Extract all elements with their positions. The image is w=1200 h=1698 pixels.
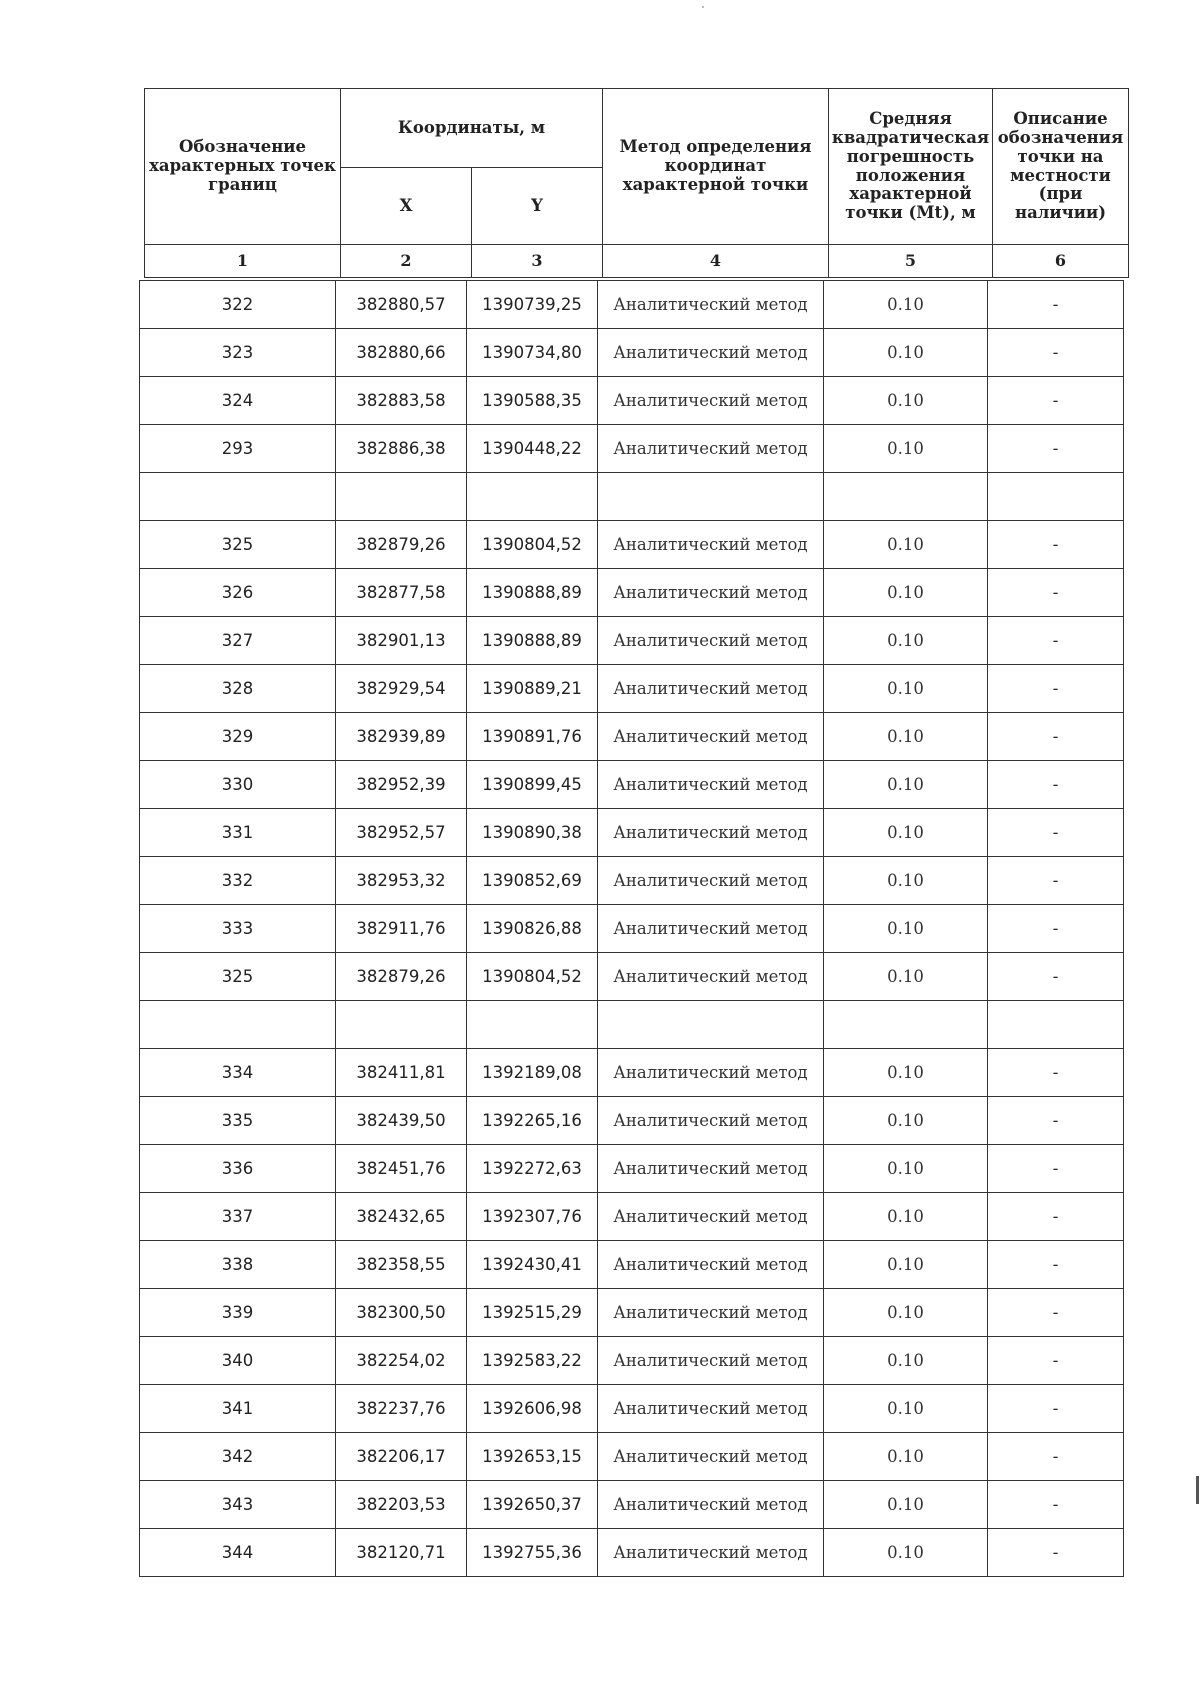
x-coordinate-cell: 382883,58: [336, 377, 467, 425]
table-row: [140, 1049, 1124, 1097]
y-coordinate-cell: [467, 1001, 598, 1049]
description-cell: -: [988, 1481, 1124, 1529]
method-cell: Аналитический метод: [598, 521, 824, 569]
point-number-cell: 329: [140, 713, 336, 761]
point-number-cell: 336: [140, 1145, 336, 1193]
description-cell: [988, 473, 1124, 521]
y-coordinate-cell: 1392265,16: [467, 1097, 598, 1145]
error-cell: 0.10: [824, 1097, 988, 1145]
error-cell: 0.10: [824, 425, 988, 473]
table-row: [140, 761, 1124, 809]
header-y: Y: [472, 168, 603, 245]
y-coordinate-cell: 1390852,69: [467, 857, 598, 905]
method-cell: Аналитический метод: [598, 809, 824, 857]
table-row: [140, 857, 1124, 905]
error-cell: 0.10: [824, 377, 988, 425]
description-cell: -: [988, 377, 1124, 425]
method-cell: [598, 473, 824, 521]
description-cell: -: [988, 857, 1124, 905]
table-row: [140, 905, 1124, 953]
table-row: [140, 281, 1124, 329]
description-cell: -: [988, 569, 1124, 617]
method-cell: Аналитический метод: [598, 1049, 824, 1097]
method-cell: Аналитический метод: [598, 1097, 824, 1145]
description-cell: -: [988, 905, 1124, 953]
scan-speck: [702, 6, 704, 8]
error-cell: 0.10: [824, 905, 988, 953]
method-cell: Аналитический метод: [598, 1145, 824, 1193]
table-row: [140, 425, 1124, 473]
x-coordinate-cell: 382880,57: [336, 281, 467, 329]
point-number-cell: 325: [140, 953, 336, 1001]
point-number-cell: 342: [140, 1433, 336, 1481]
y-coordinate-cell: 1390891,76: [467, 713, 598, 761]
point-number-cell: 339: [140, 1289, 336, 1337]
point-number-cell: 341: [140, 1385, 336, 1433]
column-number: 6: [993, 245, 1129, 278]
method-cell: Аналитический метод: [598, 1289, 824, 1337]
point-number-cell: 324: [140, 377, 336, 425]
point-number-cell: 344: [140, 1529, 336, 1577]
x-coordinate-cell: 382451,76: [336, 1145, 467, 1193]
error-cell: 0.10: [824, 1241, 988, 1289]
table-row: [140, 1097, 1124, 1145]
error-cell: [824, 1001, 988, 1049]
table-row: [140, 521, 1124, 569]
point-number-cell: 331: [140, 809, 336, 857]
point-number-cell: 333: [140, 905, 336, 953]
description-cell: -: [988, 1385, 1124, 1433]
point-number-cell: 334: [140, 1049, 336, 1097]
description-cell: -: [988, 953, 1124, 1001]
method-cell: Аналитический метод: [598, 857, 824, 905]
x-coordinate-cell: 382877,58: [336, 569, 467, 617]
description-cell: -: [988, 281, 1124, 329]
error-cell: 0.10: [824, 1337, 988, 1385]
point-number-cell: 338: [140, 1241, 336, 1289]
table-row: [140, 1289, 1124, 1337]
table-row: [140, 569, 1124, 617]
description-cell: -: [988, 425, 1124, 473]
y-coordinate-cell: 1392272,63: [467, 1145, 598, 1193]
error-cell: 0.10: [824, 953, 988, 1001]
y-coordinate-cell: 1390804,52: [467, 521, 598, 569]
y-coordinate-cell: 1390889,21: [467, 665, 598, 713]
method-cell: Аналитический метод: [598, 425, 824, 473]
point-number-cell: 337: [140, 1193, 336, 1241]
method-cell: Аналитический метод: [598, 329, 824, 377]
point-number-cell: 326: [140, 569, 336, 617]
coordinates-table-body: [139, 280, 1124, 1577]
point-number-cell: 332: [140, 857, 336, 905]
scan-edge-mark: [1196, 1476, 1199, 1504]
coordinates-table-header: [144, 88, 1129, 278]
error-cell: 0.10: [824, 1049, 988, 1097]
x-coordinate-cell: 382206,17: [336, 1433, 467, 1481]
table-row: [140, 953, 1124, 1001]
y-coordinate-cell: 1390899,45: [467, 761, 598, 809]
error-cell: [824, 473, 988, 521]
x-coordinate-cell: [336, 473, 467, 521]
description-cell: -: [988, 1529, 1124, 1577]
table-row: [140, 809, 1124, 857]
method-cell: Аналитический метод: [598, 1193, 824, 1241]
y-coordinate-cell: 1390888,89: [467, 569, 598, 617]
y-coordinate-cell: 1392189,08: [467, 1049, 598, 1097]
description-cell: [988, 1001, 1124, 1049]
y-coordinate-cell: 1392606,98: [467, 1385, 598, 1433]
method-cell: Аналитический метод: [598, 953, 824, 1001]
header-point-designation: Обозначение характерных точек границ: [145, 89, 341, 245]
y-coordinate-cell: 1392650,37: [467, 1481, 598, 1529]
x-coordinate-cell: 382879,26: [336, 953, 467, 1001]
method-cell: Аналитический метод: [598, 1385, 824, 1433]
error-cell: 0.10: [824, 761, 988, 809]
y-coordinate-cell: 1392755,36: [467, 1529, 598, 1577]
x-coordinate-cell: 382953,32: [336, 857, 467, 905]
error-cell: 0.10: [824, 809, 988, 857]
y-coordinate-cell: 1392583,22: [467, 1337, 598, 1385]
x-coordinate-cell: 382120,71: [336, 1529, 467, 1577]
method-cell: Аналитический метод: [598, 1529, 824, 1577]
y-coordinate-cell: 1392515,29: [467, 1289, 598, 1337]
method-cell: [598, 1001, 824, 1049]
error-cell: 0.10: [824, 1145, 988, 1193]
table-row: [140, 1193, 1124, 1241]
x-coordinate-cell: 382939,89: [336, 713, 467, 761]
method-cell: Аналитический метод: [598, 281, 824, 329]
x-coordinate-cell: 382254,02: [336, 1337, 467, 1385]
table-row: [140, 1529, 1124, 1577]
x-coordinate-cell: 382879,26: [336, 521, 467, 569]
description-cell: -: [988, 1433, 1124, 1481]
method-cell: Аналитический метод: [598, 377, 824, 425]
table-row: [140, 1433, 1124, 1481]
method-cell: Аналитический метод: [598, 1433, 824, 1481]
error-cell: 0.10: [824, 713, 988, 761]
header-method: Метод определения координат характерной точки: [603, 89, 829, 245]
point-number-cell: 322: [140, 281, 336, 329]
description-cell: -: [988, 665, 1124, 713]
table-row-separator: [140, 1001, 1124, 1049]
y-coordinate-cell: 1390734,80: [467, 329, 598, 377]
error-cell: 0.10: [824, 521, 988, 569]
table-row: [140, 1385, 1124, 1433]
table-row: [140, 617, 1124, 665]
description-cell: -: [988, 521, 1124, 569]
table-row: [140, 713, 1124, 761]
description-cell: -: [988, 1289, 1124, 1337]
table-row: [140, 1145, 1124, 1193]
column-number: 2: [341, 245, 472, 278]
error-cell: 0.10: [824, 617, 988, 665]
y-coordinate-cell: 1392430,41: [467, 1241, 598, 1289]
method-cell: Аналитический метод: [598, 761, 824, 809]
column-number: 1: [145, 245, 341, 278]
x-coordinate-cell: 382901,13: [336, 617, 467, 665]
header-point-description: Описание обозначения точки на местности (при наличии): [993, 89, 1129, 245]
description-cell: -: [988, 617, 1124, 665]
error-cell: 0.10: [824, 329, 988, 377]
method-cell: Аналитический метод: [598, 569, 824, 617]
x-coordinate-cell: 382411,81: [336, 1049, 467, 1097]
x-coordinate-cell: 382300,50: [336, 1289, 467, 1337]
error-cell: 0.10: [824, 569, 988, 617]
x-coordinate-cell: 382952,39: [336, 761, 467, 809]
description-cell: -: [988, 809, 1124, 857]
method-cell: Аналитический метод: [598, 905, 824, 953]
method-cell: Аналитический метод: [598, 1481, 824, 1529]
column-number: 4: [603, 245, 829, 278]
table-row: [140, 1337, 1124, 1385]
table-row: [140, 1481, 1124, 1529]
y-coordinate-cell: 1390739,25: [467, 281, 598, 329]
y-coordinate-cell: 1390826,88: [467, 905, 598, 953]
point-number-cell: 327: [140, 617, 336, 665]
y-coordinate-cell: 1390448,22: [467, 425, 598, 473]
description-cell: -: [988, 1145, 1124, 1193]
method-cell: Аналитический метод: [598, 1241, 824, 1289]
x-coordinate-cell: 382880,66: [336, 329, 467, 377]
method-cell: Аналитический метод: [598, 665, 824, 713]
description-cell: -: [988, 329, 1124, 377]
error-cell: 0.10: [824, 1529, 988, 1577]
table-row: [140, 1241, 1124, 1289]
x-coordinate-cell: 382886,38: [336, 425, 467, 473]
x-coordinate-cell: 382358,55: [336, 1241, 467, 1289]
y-coordinate-cell: 1390588,35: [467, 377, 598, 425]
method-cell: Аналитический метод: [598, 617, 824, 665]
error-cell: 0.10: [824, 1385, 988, 1433]
error-cell: 0.10: [824, 1433, 988, 1481]
point-number-cell: 340: [140, 1337, 336, 1385]
x-coordinate-cell: 382237,76: [336, 1385, 467, 1433]
description-cell: -: [988, 761, 1124, 809]
y-coordinate-cell: [467, 473, 598, 521]
x-coordinate-cell: 382929,54: [336, 665, 467, 713]
x-coordinate-cell: 382432,65: [336, 1193, 467, 1241]
point-number-cell: 323: [140, 329, 336, 377]
table-row: [140, 665, 1124, 713]
table-row: [140, 329, 1124, 377]
error-cell: 0.10: [824, 857, 988, 905]
description-cell: -: [988, 1193, 1124, 1241]
y-coordinate-cell: 1392653,15: [467, 1433, 598, 1481]
point-number-cell: 335: [140, 1097, 336, 1145]
point-number-cell: [140, 1001, 336, 1049]
point-number-cell: 330: [140, 761, 336, 809]
error-cell: 0.10: [824, 665, 988, 713]
error-cell: 0.10: [824, 281, 988, 329]
description-cell: -: [988, 1241, 1124, 1289]
y-coordinate-cell: 1390804,52: [467, 953, 598, 1001]
point-number-cell: 293: [140, 425, 336, 473]
header-coordinates: Координаты, м: [341, 89, 603, 168]
point-number-cell: 343: [140, 1481, 336, 1529]
error-cell: 0.10: [824, 1289, 988, 1337]
y-coordinate-cell: 1392307,76: [467, 1193, 598, 1241]
error-cell: 0.10: [824, 1481, 988, 1529]
error-cell: 0.10: [824, 1193, 988, 1241]
x-coordinate-cell: 382911,76: [336, 905, 467, 953]
x-coordinate-cell: [336, 1001, 467, 1049]
point-number-cell: [140, 473, 336, 521]
y-coordinate-cell: 1390888,89: [467, 617, 598, 665]
column-number: 3: [472, 245, 603, 278]
method-cell: Аналитический метод: [598, 1337, 824, 1385]
column-number: 5: [829, 245, 993, 278]
point-number-cell: 328: [140, 665, 336, 713]
description-cell: -: [988, 1049, 1124, 1097]
description-cell: -: [988, 1097, 1124, 1145]
header-mean-square-error: Средняя квадратическая погрешность положения характерной точки (Mt), м: [829, 89, 993, 245]
x-coordinate-cell: 382439,50: [336, 1097, 467, 1145]
description-cell: -: [988, 1337, 1124, 1385]
header-x: X: [341, 168, 472, 245]
y-coordinate-cell: 1390890,38: [467, 809, 598, 857]
table-row: [140, 377, 1124, 425]
point-number-cell: 325: [140, 521, 336, 569]
x-coordinate-cell: 382203,53: [336, 1481, 467, 1529]
table-row-separator: [140, 473, 1124, 521]
description-cell: -: [988, 713, 1124, 761]
x-coordinate-cell: 382952,57: [336, 809, 467, 857]
method-cell: Аналитический метод: [598, 713, 824, 761]
